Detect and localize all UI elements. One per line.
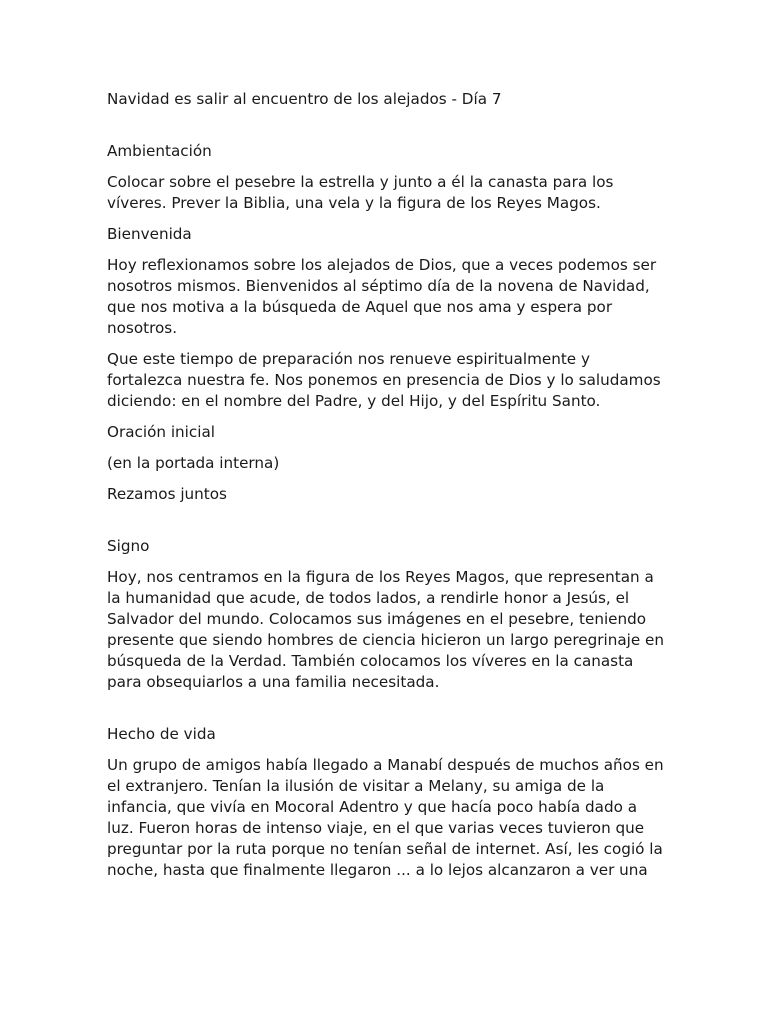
paragraph-signo: Hoy, nos centramos en la figura de los Reyes Magos, que representan a la humanidad que acude, de todos lados, a rendirle honor a Jesús, el Salvador del mundo. Colocamos sus imágenes en el pesebre, teniendo presente que siendo hombres de ciencia hicieron un largo peregrinaje en búsqueda de la Verdad. También colocamos los víveres en la canasta para obsequiarlos a una familia necesitada.: [107, 568, 664, 691]
paragraph-ambientacion: Colocar sobre el pesebre la estrella y junto a él la canasta para los víveres. Prever la Biblia, una vela y la figura de los Reyes Magos.: [107, 173, 614, 212]
heading-oracion-inicial: Oración inicial: [107, 423, 215, 441]
heading-bienvenida: Bienvenida: [107, 225, 192, 243]
paragraph-bienvenida-1: Hoy reflexionamos sobre los alejados de Dios, que a veces podemos ser nosotros mismos. Bienvenidos al séptimo día de la novena de Navidad, que nos motiva a la búsqueda de Aquel que nos ama y espera por nosotros.: [107, 256, 657, 337]
document-body: [107, 89, 667, 891]
heading-signo: Signo: [107, 537, 150, 555]
heading-hecho-de-vida: Hecho de vida: [107, 725, 216, 743]
paragraph-rezamos-juntos: Rezamos juntos: [107, 485, 227, 503]
paragraph-portada-interna: (en la portada interna): [107, 454, 280, 472]
heading-ambientacion: Ambientación: [107, 142, 212, 160]
paragraph-bienvenida-2: Que este tiempo de preparación nos renueve espiritualmente y fortalezca nuestra fe. Nos ponemos en presencia de Dios y lo saludamos diciendo: en el nombre del Padre, y del Hijo, y del Espíritu Santo.: [107, 350, 661, 410]
document-title: Navidad es salir al encuentro de los alejados - Día 7: [107, 90, 502, 108]
paragraph-hecho-de-vida: Un grupo de amigos había llegado a Manabí después de muchos años en el extranjero. Tenían la ilusión de visitar a Melany, su amiga de la infancia, que vivía en Mocoral Adentro y que hacía poco había dado a luz. Fueron horas de intenso viaje, en el que varias veces tuvieron que preguntar por la ruta porque no tenían señal de internet. Así, les cogió la noche, hasta que finalmente llegaron ... a lo lejos alcanzaron a ver una: [107, 756, 664, 879]
